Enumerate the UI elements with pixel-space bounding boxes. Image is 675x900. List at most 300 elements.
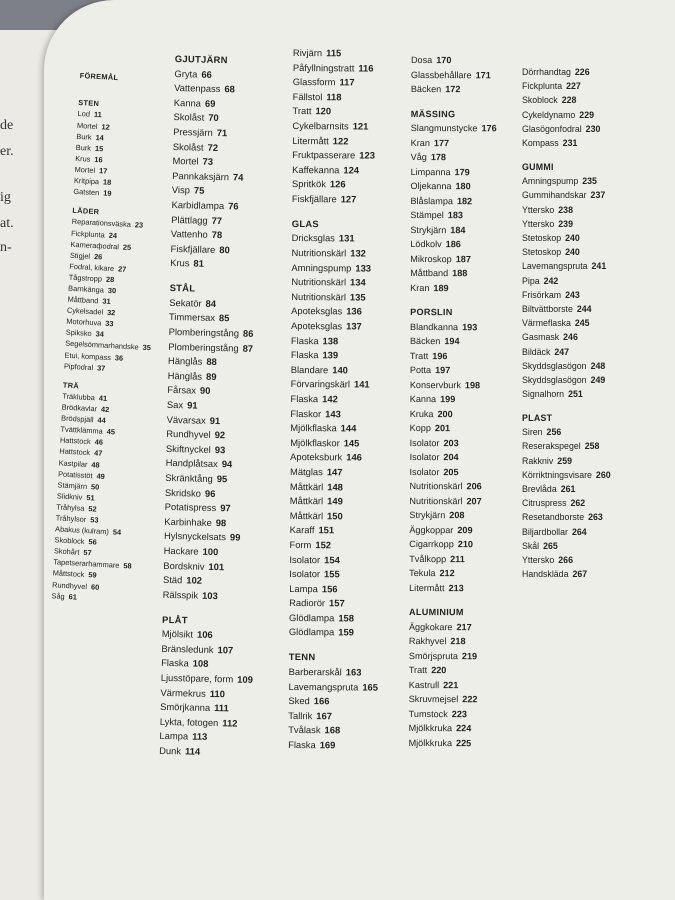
entry-page-number: 89 [205, 370, 217, 382]
entry-page-number: 258 [584, 441, 600, 452]
entry-name: Slidkniv [56, 491, 83, 502]
entry-name: Våg [410, 151, 427, 163]
entry-name: Isolator [289, 553, 321, 565]
index-entry [289, 611, 379, 626]
index-entry [411, 164, 497, 179]
entry-page-number: 49 [96, 471, 106, 481]
entry-name: Biltvättborste [522, 303, 573, 314]
entry-page-number: 140 [332, 364, 348, 376]
entry-page-number: 61 [68, 591, 78, 602]
entry-page-number: 116 [358, 62, 374, 74]
index-entry [409, 522, 495, 537]
index-entry [164, 544, 256, 561]
index-entry [288, 709, 378, 724]
entry-page-number: 227 [566, 81, 581, 92]
entry-page-number: 203 [443, 437, 459, 448]
index-entry [290, 436, 380, 451]
index-entry [290, 509, 380, 524]
entry-name: Biljardbollar [522, 526, 568, 537]
entry-name: Påfyllningstratt [292, 61, 355, 74]
entry-name: Cigarrkopp [409, 538, 454, 550]
entry-name: Apoteksglas [291, 305, 343, 317]
entry-name: Glödlampa [288, 611, 335, 624]
entry-name: Plomberingstång [168, 325, 240, 339]
entry-page-number: 94 [221, 458, 233, 470]
entry-page-number: 133 [355, 262, 372, 274]
entry-name: Skruvmejsel [408, 693, 459, 705]
entry-page-number: 52 [88, 503, 97, 514]
index-entry [411, 67, 497, 82]
entry-page-number: 210 [457, 539, 473, 550]
entry-name: Lampa [159, 730, 189, 742]
entry-page-number: 56 [88, 537, 97, 547]
index-entry [522, 79, 611, 93]
entry-name: Mjölkflaska [290, 422, 337, 434]
entry-page-number: 26 [93, 251, 103, 262]
entry-name: Tratt [292, 105, 312, 117]
entry-name: Kompass [522, 138, 559, 149]
entry-page-number: 54 [112, 527, 122, 537]
entry-page-number: 184 [450, 224, 466, 235]
entry-name: Flaska [290, 334, 319, 346]
entry-name: Tekula [409, 567, 436, 579]
index-entry [522, 525, 611, 539]
entry-name: Skyddsglasögon [522, 374, 587, 385]
entry-page-number: 51 [86, 492, 95, 503]
entry-page-number: 78 [211, 229, 223, 241]
entry-name: Litermått [409, 582, 445, 593]
index-entry [410, 464, 496, 479]
entry-page-number: 123 [359, 149, 375, 161]
entry-page-number: 168 [324, 724, 341, 736]
entry-page-number: 69 [204, 97, 216, 109]
entry-page-number: 154 [324, 553, 340, 565]
index-entry [409, 493, 495, 508]
index-entry [291, 363, 381, 378]
entry-page-number: 12 [101, 121, 111, 132]
entry-page-number: 102 [186, 574, 203, 586]
entry-name: Mjölkkruka [408, 722, 453, 734]
entry-page-number: 156 [321, 582, 338, 595]
entry-name: Hänglås [167, 369, 203, 382]
entry-page-number: 241 [591, 261, 607, 272]
entry-name: Segelsömmarhandske [64, 339, 139, 353]
index-entry [289, 538, 379, 553]
entry-page-number: 189 [433, 282, 449, 293]
entry-page-number: 141 [353, 378, 370, 390]
entry-page-number: 24 [108, 230, 118, 240]
index-entry [409, 677, 495, 692]
entry-name: Pipfodral [63, 361, 94, 372]
index-entry [289, 582, 379, 597]
entry-name: Rakkniv [522, 455, 554, 466]
entry-name: Mortel [172, 155, 199, 167]
index-entry [410, 363, 496, 378]
entry-name: Cykelsadel [66, 305, 104, 317]
entry-page-number: 30 [107, 285, 117, 296]
entry-page-number: 97 [220, 502, 231, 514]
entry-name: Stämpel [410, 209, 444, 221]
entry-name: Brödspjäll [60, 413, 94, 425]
section-heading: PORSLIN [410, 306, 453, 318]
index-entry [411, 179, 497, 194]
entry-page-number: 207 [466, 495, 482, 506]
entry-page-number: 122 [332, 134, 349, 146]
entry-page-number: 209 [457, 524, 473, 535]
entry-page-number: 265 [543, 540, 558, 551]
entry-name: Måttkärl [289, 495, 324, 507]
index-entry [292, 163, 382, 178]
entry-name: Kastpilar [58, 457, 88, 469]
entry-page-number: 224 [456, 723, 472, 734]
entry-page-number: 244 [576, 303, 592, 314]
entry-name: Skolåst [172, 140, 204, 153]
entry-page-number: 136 [346, 305, 362, 317]
entry-page-number: 240 [565, 232, 580, 243]
entry-name: Glödlampa [288, 626, 335, 638]
index-entry [409, 619, 495, 634]
entry-name: Flaska [161, 657, 189, 669]
entry-page-number: 14 [95, 132, 105, 143]
entry-page-number: 165 [362, 681, 379, 693]
index-entry [522, 203, 611, 217]
index-entry [291, 319, 381, 334]
entry-name: Brödkavlar [61, 402, 98, 414]
section-heading: STEN [77, 98, 100, 109]
left-page-fragment: ig [0, 190, 11, 205]
entry-page-number: 223 [451, 708, 467, 719]
entry-page-number: 59 [88, 570, 97, 581]
entry-page-number: 187 [455, 253, 471, 264]
entry-page-number: 47 [93, 448, 103, 459]
entry-page-number: 107 [217, 643, 234, 656]
section-heading: ALUMINIUM [409, 606, 464, 618]
entry-page-number: 112 [222, 717, 238, 729]
entry-name: Krus [170, 257, 190, 269]
entry-name: Isolator [409, 437, 440, 448]
index-entry [292, 134, 382, 149]
entry-name: Fiskfjällare [170, 242, 216, 255]
index-entry [409, 537, 495, 552]
entry-name: Skoblock [522, 95, 558, 106]
entry-page-number: 37 [96, 362, 106, 373]
entry-page-number: 144 [340, 422, 357, 434]
entry-name: Nutritionskärl [409, 480, 463, 492]
entry-page-number: 110 [209, 687, 226, 699]
entry-page-number: 177 [433, 137, 450, 148]
entry-name: Städ [162, 573, 183, 586]
entry-page-number: 95 [216, 473, 228, 485]
entry-page-number: 262 [570, 498, 586, 509]
section-heading: MÄSSING [410, 108, 456, 119]
index-entry [411, 121, 497, 136]
section-heading: PLAST [522, 413, 553, 424]
entry-name: Flaska [290, 349, 319, 361]
entry-page-number: 243 [565, 289, 580, 300]
entry-page-number: 219 [461, 650, 478, 661]
index-entry [288, 694, 378, 709]
entry-page-number: 237 [590, 190, 606, 201]
entry-name: Hänglås [167, 355, 203, 367]
entry-page-number: 120 [315, 105, 332, 117]
index-entry [291, 275, 381, 290]
entry-name: Träklubba [62, 391, 96, 403]
entry-name: Måttstock [52, 568, 85, 580]
index-entry [409, 692, 495, 707]
index-entry [168, 325, 260, 342]
index-column [522, 65, 611, 581]
entry-name: Bäcken [409, 335, 441, 347]
entry-name: Tumstock [408, 708, 448, 719]
entry-page-number: 11 [93, 110, 102, 120]
entry-name: Fodral, kikare [69, 261, 115, 273]
left-page-fragment: n- [0, 240, 12, 255]
entry-page-number: 99 [229, 531, 241, 543]
entry-page-number: 57 [83, 548, 92, 558]
entry-page-number: 158 [338, 612, 355, 624]
entry-name: Sked [288, 695, 310, 707]
entry-name: Bäcken [410, 83, 442, 95]
entry-name: Dunk [159, 744, 182, 757]
index-entry [290, 523, 380, 538]
entry-page-number: 134 [350, 276, 366, 288]
entry-name: Nutritionskärl [291, 276, 347, 288]
section-heading: GJUTJÄRN [174, 52, 228, 66]
entry-page-number: 201 [434, 423, 451, 434]
index-entry [522, 245, 611, 259]
entry-name: Brevlåda [522, 484, 557, 495]
index-entry [161, 671, 253, 688]
index-entry [289, 553, 379, 568]
index-entry [410, 193, 496, 208]
entry-page-number: 188 [452, 268, 468, 279]
entry-name: Handskläda [522, 569, 569, 580]
index-entry [163, 588, 255, 605]
entry-name: Mjölkflaskor [290, 436, 340, 449]
entry-page-number: 239 [558, 218, 573, 229]
entry-page-number: 76 [228, 200, 239, 212]
entry-name: Kanna [409, 393, 437, 405]
entry-page-number: 212 [439, 568, 455, 579]
entry-page-number: 72 [207, 141, 219, 153]
entry-page-number: 221 [443, 679, 459, 690]
index-entry [411, 82, 497, 97]
entry-name: Bränsledunk [161, 642, 214, 655]
entry-page-number: 259 [557, 455, 572, 466]
index-entry [410, 222, 496, 237]
entry-page-number: 106 [196, 628, 213, 641]
index-entry [410, 319, 496, 334]
entry-name: Reparationsväska [71, 217, 132, 230]
entry-page-number: 176 [481, 123, 497, 134]
entry-page-number: 267 [572, 569, 588, 580]
entry-page-number: 113 [192, 730, 208, 743]
entry-page-number: 198 [464, 379, 481, 390]
entry-name: Plomberingstång [168, 340, 239, 354]
entry-page-number: 33 [105, 318, 114, 329]
index-entry [292, 246, 382, 261]
entry-name: Vävarsax [166, 413, 206, 426]
entry-page-number: 220 [431, 665, 447, 676]
entry-name: Tvålkopp [409, 553, 447, 564]
entry-page-number: 103 [202, 589, 218, 601]
entry-name: Burk [76, 131, 92, 142]
index-entry [289, 596, 379, 611]
entry-page-number: 139 [322, 349, 339, 361]
index-entry [409, 634, 495, 649]
index-entry [163, 573, 255, 590]
entry-name: Tråhylsor [55, 513, 87, 524]
entry-page-number: 204 [443, 452, 459, 463]
entry-page-number: 249 [590, 374, 606, 385]
entry-page-number: 108 [192, 657, 209, 670]
index-entry [288, 680, 378, 695]
entry-name: Kritpipa [73, 175, 100, 187]
index-entry [522, 482, 611, 496]
index-entry [292, 192, 382, 207]
entry-page-number: 93 [214, 443, 226, 456]
entry-name: Värmekrus [160, 686, 206, 699]
entry-page-number: 42 [100, 404, 110, 415]
entry-page-number: 149 [327, 495, 343, 507]
entry-name: Lampa [289, 582, 318, 594]
entry-name: Smörjspruta [408, 650, 458, 661]
entry-page-number: 225 [456, 737, 472, 748]
index-entry [522, 108, 611, 122]
entry-page-number: 213 [448, 582, 464, 593]
index-entry [522, 274, 611, 288]
entry-name: Spikskо [65, 327, 92, 339]
entry-name: Skyddsglasögon [522, 360, 587, 371]
entry-name: Citruspress [522, 498, 567, 509]
entry-name: Nutritionskärl [409, 495, 463, 506]
entry-page-number: 66 [201, 68, 212, 80]
entry-page-number: 196 [432, 350, 448, 361]
entry-page-number: 86 [242, 327, 254, 339]
entry-page-number: 208 [449, 510, 465, 521]
index-entry [409, 706, 495, 721]
entry-page-number: 200 [437, 408, 453, 419]
entry-page-number: 193 [462, 321, 478, 332]
index-entry [410, 450, 496, 465]
entry-page-number: 60 [90, 581, 100, 592]
entry-name: Mätglas [289, 465, 323, 478]
entry-name: Apoteksglas [291, 320, 343, 332]
entry-name: Slangmunstycke [410, 122, 478, 134]
entry-page-number: 80 [219, 243, 230, 256]
index-entry [410, 348, 496, 363]
entry-page-number: 91 [209, 414, 221, 426]
index-entry [288, 738, 378, 753]
entry-page-number: 152 [315, 539, 332, 551]
entry-page-number: 163 [345, 666, 362, 678]
entry-page-number: 87 [242, 342, 254, 354]
index-entry [409, 735, 495, 750]
entry-page-number: 15 [94, 143, 104, 154]
index-entry [522, 316, 611, 330]
index-entry [290, 465, 380, 480]
entry-name: Mortel [74, 164, 96, 175]
index-column [159, 52, 267, 760]
entry-page-number: 117 [339, 76, 355, 88]
entry-page-number: 85 [218, 312, 230, 324]
entry-page-number: 222 [462, 694, 478, 705]
entry-page-number: 53 [89, 515, 99, 525]
entry-name: Kopp [409, 422, 431, 434]
entry-page-number: 96 [204, 487, 216, 499]
entry-page-number: 263 [588, 512, 603, 523]
entry-name: Lavemangspruta [522, 261, 588, 272]
index-entry [522, 425, 611, 439]
entry-page-number: 98 [215, 516, 227, 529]
index-entry [292, 177, 382, 192]
index-entry [293, 46, 383, 61]
entry-name: Såg [51, 590, 65, 601]
entry-page-number: 84 [205, 297, 217, 309]
index-entry [410, 266, 496, 281]
entry-name: Glassform [292, 76, 336, 88]
entry-name: Lavemangspruta [288, 680, 359, 693]
entry-name: Tapetserarhammare [53, 557, 120, 571]
entry-page-number: 145 [343, 437, 360, 449]
entry-name: Potta [409, 364, 432, 376]
entry-page-number: 71 [216, 126, 228, 139]
index-entry [290, 450, 380, 465]
entry-page-number: 197 [435, 365, 451, 376]
entry-name: Flaskor [290, 407, 322, 419]
index-entry [522, 439, 611, 453]
index-entry [410, 251, 496, 266]
entry-page-number: 235 [582, 176, 597, 187]
entry-page-number: 155 [324, 568, 340, 580]
index-entry [290, 392, 380, 407]
entry-name: Kaffekanna [292, 163, 340, 176]
entry-name: Fårsax [167, 384, 197, 396]
entry-name: Hackare [163, 544, 199, 557]
entry-page-number: 266 [558, 555, 573, 566]
entry-name: Rundhyvel [166, 428, 211, 441]
entry-name: Sekatör [169, 296, 202, 309]
section-heading: FÖREMÅL [79, 70, 119, 83]
entry-page-number: 148 [327, 480, 343, 492]
entry-page-number: 172 [445, 84, 461, 95]
entry-name: Flaska [290, 392, 319, 405]
entry-page-number: 48 [91, 459, 100, 470]
entry-name: Kameraфodral [70, 239, 120, 251]
entry-name: Fickplunta [70, 228, 106, 240]
entry-name: Körriktningsvisare [522, 469, 592, 480]
entry-name: Strykjärn [410, 224, 447, 235]
entry-name: Kran [410, 282, 430, 293]
index-entry [411, 150, 497, 165]
entry-name: Glasögonfodral [522, 123, 582, 134]
entry-name: Sax [166, 398, 184, 411]
entry-page-number: 169 [319, 739, 336, 751]
entry-name: Tvättklämma [60, 424, 104, 436]
entry-name: Karbidlampa [171, 198, 225, 212]
index-entry [171, 198, 263, 215]
entry-name: Resetandborste [522, 512, 585, 523]
index-entry [159, 744, 251, 761]
entry-page-number: 73 [202, 155, 214, 168]
entry-page-number: 132 [350, 247, 366, 259]
index-entry [291, 334, 381, 349]
index-entry [409, 508, 495, 523]
entry-page-number: 32 [106, 307, 116, 318]
entry-name: Rakhyvel [408, 635, 447, 647]
entry-name: Glassbehållare [410, 69, 472, 80]
entry-name: Skohårt [53, 546, 80, 557]
